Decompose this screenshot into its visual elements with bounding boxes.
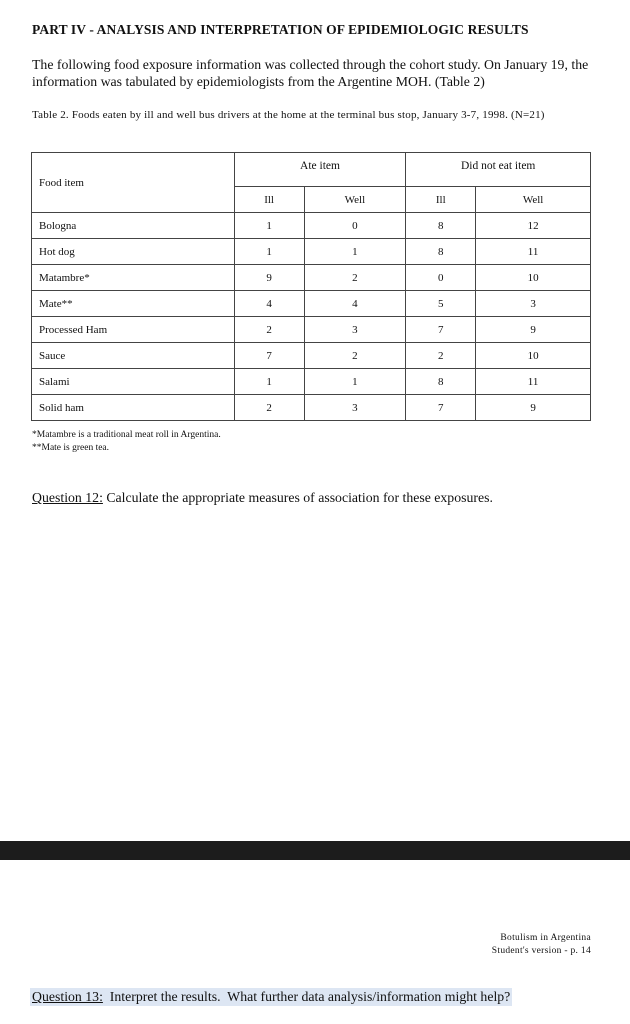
table-row — [32, 291, 591, 317]
ate-ill-count: 2 — [234, 395, 304, 421]
not-ate-well-count: 12 — [476, 213, 591, 239]
ate-well-count: 3 — [304, 317, 406, 343]
table-row — [32, 317, 591, 343]
food-name: Mate** — [32, 291, 235, 317]
question-12 — [32, 490, 493, 506]
not-ate-well-count: 11 — [476, 239, 591, 265]
table-footnotes — [32, 429, 221, 455]
did-not-eat-header: Did not eat item — [406, 153, 591, 187]
not-ate-ill-count: 7 — [406, 395, 476, 421]
question-12-label: Question 12: — [32, 490, 103, 505]
not-ate-ill-count: 8 — [406, 369, 476, 395]
not-ate-ill-count: 2 — [406, 343, 476, 369]
food-exposure-table — [31, 152, 591, 421]
ate-ill-count: 1 — [234, 369, 304, 395]
question-12-text: Calculate the appropriate measures of association for these exposures. — [102, 490, 493, 505]
page-break-bar — [0, 841, 630, 860]
question-13-label: Question 13: — [32, 989, 103, 1004]
intro-paragraph: The following food exposure information was collected through the cohort study. On January 19, the information was tabulated by epidemiologists from the Argentine MOH. (Table 2) — [32, 57, 589, 89]
ate-ill-count: 7 — [234, 343, 304, 369]
not-ate-ill-count: 5 — [406, 291, 476, 317]
ate-well-header: Well — [304, 187, 406, 213]
not-ate-ill-count: 0 — [406, 265, 476, 291]
food-name: Salami — [32, 369, 235, 395]
ate-well-count: 0 — [304, 213, 406, 239]
not-ate-well-count: 10 — [476, 265, 591, 291]
food-name: Hot dog — [32, 239, 235, 265]
ate-ill-count: 1 — [234, 213, 304, 239]
food-name: Solid ham — [32, 395, 235, 421]
footnote-matambre: *Matambre is a traditional meat roll in Argentina. — [32, 430, 221, 440]
not-ate-ill-count: 8 — [406, 213, 476, 239]
not-ate-well-count: 11 — [476, 369, 591, 395]
food-name: Matambre* — [32, 265, 235, 291]
footer-title: Botulism in Argentina — [500, 933, 591, 943]
footnote-mate: **Mate is green tea. — [32, 443, 110, 453]
ate-ill-count: 4 — [234, 291, 304, 317]
not-ate-ill-count: 7 — [406, 317, 476, 343]
question-13 — [30, 988, 512, 1006]
ate-ill-header: Ill — [234, 187, 304, 213]
food-name: Bologna — [32, 213, 235, 239]
not-ate-well-count: 9 — [476, 317, 591, 343]
not-ate-well-count: 10 — [476, 343, 591, 369]
food-name: Sauce — [32, 343, 235, 369]
not-ate-well-count: 9 — [476, 395, 591, 421]
ate-ill-count: 2 — [234, 317, 304, 343]
table-row — [32, 369, 591, 395]
table-row — [32, 343, 591, 369]
page-footer — [492, 932, 591, 958]
ate-well-count: 3 — [304, 395, 406, 421]
ate-item-header: Ate item — [234, 153, 406, 187]
table-row — [32, 265, 591, 291]
not-ate-ill-header: Ill — [406, 187, 476, 213]
ate-well-count: 2 — [304, 265, 406, 291]
ate-well-count: 4 — [304, 291, 406, 317]
ate-well-count: 2 — [304, 343, 406, 369]
table-caption: Table 2. Foods eaten by ill and well bus drivers at the home at the terminal bus stop, January 3-7, 1998. (N=21) — [32, 109, 545, 121]
not-ate-well-count: 3 — [476, 291, 591, 317]
ate-well-count: 1 — [304, 369, 406, 395]
ate-ill-count: 1 — [234, 239, 304, 265]
table-row — [32, 239, 591, 265]
ate-well-count: 1 — [304, 239, 406, 265]
table-row — [32, 213, 591, 239]
not-ate-well-header: Well — [476, 187, 591, 213]
table-row — [32, 395, 591, 421]
food-item-header: Food item — [32, 153, 235, 213]
section-heading: PART IV - ANALYSIS AND INTERPRETATION OF EPIDEMIOLOGIC RESULTS — [32, 22, 529, 37]
footer-page: Student's version - p. 14 — [491, 946, 591, 956]
food-name: Processed Ham — [32, 317, 235, 343]
not-ate-ill-count: 8 — [406, 239, 476, 265]
question-13-text: Interpret the results. What further data analysis/information might help? — [102, 989, 511, 1004]
ate-ill-count: 9 — [234, 265, 304, 291]
